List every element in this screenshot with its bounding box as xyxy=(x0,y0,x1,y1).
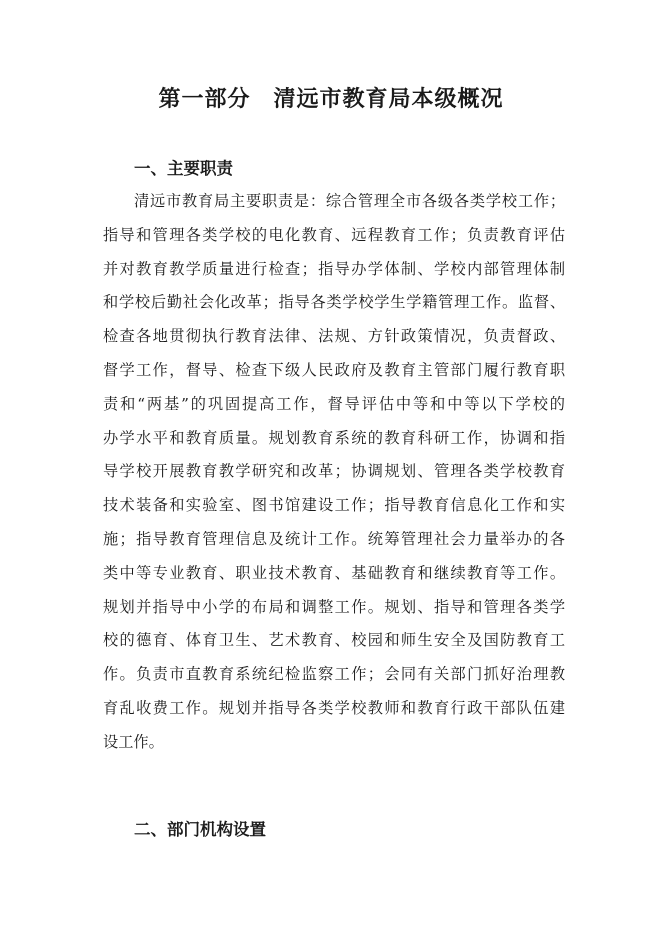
paragraph-line: 和学校后勤社会化改革；指导各类学校学生学籍管理工作。监督、 xyxy=(103,293,565,312)
paragraph-line: 导学校开展教育教学研究和改革；协调规划、管理各类学校教育 xyxy=(103,462,565,481)
section-heading-main-duties: 一、主要职责 xyxy=(134,159,233,178)
page-title: 第一部分 清远市教育局本级概况 xyxy=(158,87,504,112)
paragraph-line: 督学工作，督导、检查下级人民政府及教育主管部门履行教育职 xyxy=(103,360,565,379)
paragraph-line: 检查各地贯彻执行教育法律、法规、方针政策情况，负责督政、 xyxy=(103,327,565,346)
paragraph-line: 设工作。 xyxy=(103,732,164,751)
section-heading-org-structure: 二、部门机构设置 xyxy=(134,820,266,839)
section-body-main-duties xyxy=(103,189,565,764)
paragraph-line: 责和“两基”的巩固提高工作，督导评估中等和中等以下学校的 xyxy=(103,394,565,413)
paragraph-line: 作。负责市直教育系统纪检监察工作；会同有关部门抓好治理教 xyxy=(103,665,565,684)
paragraph-line: 校的德育、体育卫生、艺术教育、校园和师生安全及国防教育工 xyxy=(103,631,565,650)
paragraph-line: 施；指导教育管理信息及统计工作。统筹管理社会力量举办的各 xyxy=(103,529,565,548)
paragraph-line: 规划并指导中小学的布局和调整工作。规划、指导和管理各类学 xyxy=(103,597,565,616)
paragraph-line: 类中等专业教育、职业技术教育、基础教育和继续教育等工作。 xyxy=(103,563,565,582)
paragraph-line: 育乱收费工作。规划并指导各类学校教师和教育行政干部队伍建 xyxy=(103,698,565,717)
paragraph-line: 并对教育教学质量进行检查；指导办学体制、学校内部管理体制 xyxy=(103,259,565,278)
paragraph-line: 指导和管理各类学校的电化教育、远程教育工作；负责教育评估 xyxy=(103,225,565,244)
paragraph-line: 办学水平和教育质量。规划教育系统的教育科研工作，协调和指 xyxy=(103,428,565,447)
paragraph-line: 技术装备和实验室、图书馆建设工作；指导教育信息化工作和实 xyxy=(103,496,565,515)
paragraph-line: 清远市教育局主要职责是：综合管理全市各级各类学校工作； xyxy=(134,192,565,210)
